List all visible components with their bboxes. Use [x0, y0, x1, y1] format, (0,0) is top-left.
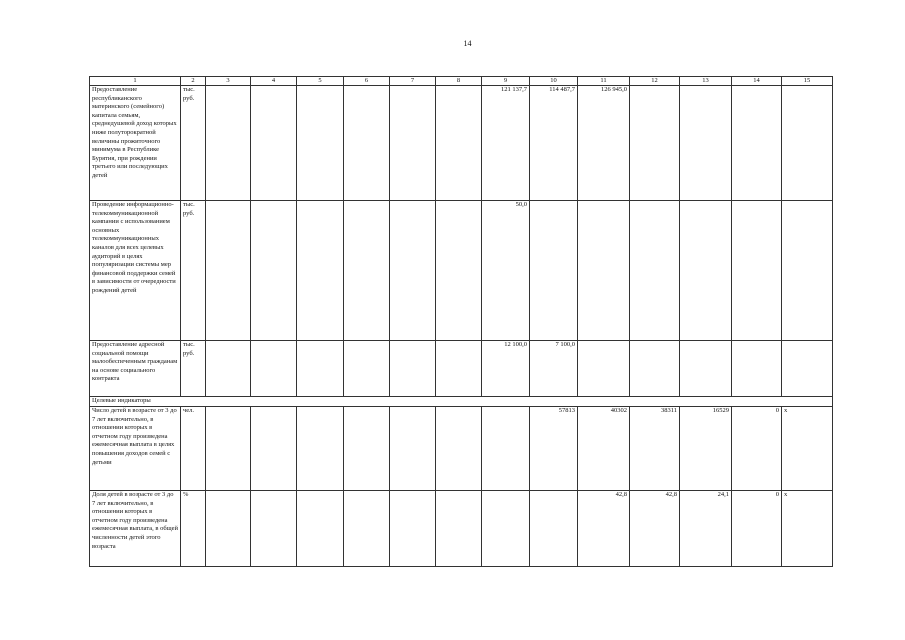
empty-cell	[206, 407, 251, 491]
value-cell	[630, 86, 680, 201]
value-cell	[530, 491, 578, 567]
header-cell: 6	[344, 77, 390, 86]
empty-cell	[251, 341, 297, 397]
empty-cell	[390, 341, 436, 397]
header-cell: 15	[782, 77, 833, 86]
section-row	[90, 397, 833, 407]
value-cell: 126 945,0	[578, 86, 630, 201]
value-cell	[630, 201, 680, 341]
empty-cell	[344, 491, 390, 567]
header-cell: 9	[482, 77, 530, 86]
value-cell: 38311	[630, 407, 680, 491]
empty-cell	[297, 201, 344, 341]
table-row	[90, 201, 833, 341]
empty-cell	[344, 201, 390, 341]
value-cell	[732, 341, 782, 397]
unit-cell: %	[181, 491, 206, 567]
value-cell	[578, 201, 630, 341]
value-cell	[782, 86, 833, 201]
empty-cell	[436, 86, 482, 201]
value-cell: 0	[732, 491, 782, 567]
value-cell: 16529	[680, 407, 732, 491]
value-cell	[680, 201, 732, 341]
header-cell: 8	[436, 77, 482, 86]
empty-cell	[344, 407, 390, 491]
header-cell: 1	[90, 77, 181, 86]
value-cell: 24,1	[680, 491, 732, 567]
value-cell	[530, 201, 578, 341]
value-cell: 7 100,0	[530, 341, 578, 397]
measure-name: Предоставление адресной социальной помощи малообеспеченным гражданам на основе социального контракта	[90, 341, 181, 397]
measure-name: Проведение информационно-телекоммуникационной кампании с использованием основных телекоммуникационных каналов для всех целевых аудиторий в целях популяризации системы мер финансовой поддержки семей в зависимости от очередности рождений детей	[90, 201, 181, 341]
empty-cell	[206, 86, 251, 201]
measure-name: Предоставление республиканского материнского (семейного) капитала семьям, среднедушевой доход которых ниже полуторократной величины прожиточного минимума в Республике Бурятия, при рождении третьего или последующих детей	[90, 86, 181, 201]
value-cell: 42,8	[630, 491, 680, 567]
unit-cell: тыс. руб.	[181, 201, 206, 341]
header-cell: 3	[206, 77, 251, 86]
header-row	[90, 77, 833, 86]
empty-cell	[297, 341, 344, 397]
value-cell: 57813	[530, 407, 578, 491]
table-row	[90, 491, 833, 567]
value-cell: х	[782, 407, 833, 491]
empty-cell	[390, 407, 436, 491]
empty-cell	[436, 341, 482, 397]
header-cell: 12	[630, 77, 680, 86]
table-row	[90, 407, 833, 491]
value-cell	[630, 341, 680, 397]
empty-cell	[390, 86, 436, 201]
empty-cell	[251, 201, 297, 341]
indicator-name: Доля детей в возрасте от 3 до 7 лет включительно, в отношении которых в отчетном году произведена ежемесячная выплата, в общей численности детей этого возраста	[90, 491, 181, 567]
section-title: Целевые индикаторы	[90, 397, 833, 407]
value-cell	[732, 86, 782, 201]
empty-cell	[436, 201, 482, 341]
empty-cell	[436, 491, 482, 567]
value-cell: 114 487,7	[530, 86, 578, 201]
header-cell: 2	[181, 77, 206, 86]
indicator-name: Число детей в возрасте от 3 до 7 лет включительно, в отношении которых в отчетном году произведена ежемесячная выплата в целях повышения доходов семей с детьми	[90, 407, 181, 491]
program-table	[89, 76, 833, 567]
value-cell: 40302	[578, 407, 630, 491]
empty-cell	[251, 86, 297, 201]
header-cell: 4	[251, 77, 297, 86]
empty-cell	[390, 201, 436, 341]
empty-cell	[297, 407, 344, 491]
header-cell: 13	[680, 77, 732, 86]
empty-cell	[297, 491, 344, 567]
empty-cell	[206, 341, 251, 397]
empty-cell	[297, 86, 344, 201]
value-cell: 0	[732, 407, 782, 491]
value-cell	[782, 201, 833, 341]
header-cell: 11	[578, 77, 630, 86]
unit-cell: тыс. руб.	[181, 341, 206, 397]
empty-cell	[206, 201, 251, 341]
unit-cell: тыс. руб.	[181, 86, 206, 201]
value-cell: 50,0	[482, 201, 530, 341]
empty-cell	[344, 341, 390, 397]
empty-cell	[206, 491, 251, 567]
value-cell	[732, 201, 782, 341]
table-row	[90, 341, 833, 397]
value-cell	[782, 341, 833, 397]
value-cell	[482, 407, 530, 491]
header-cell: 5	[297, 77, 344, 86]
value-cell	[680, 341, 732, 397]
header-cell: 14	[732, 77, 782, 86]
value-cell: 121 137,7	[482, 86, 530, 201]
header-cell: 7	[390, 77, 436, 86]
value-cell: 42,8	[578, 491, 630, 567]
value-cell	[578, 341, 630, 397]
header-cell: 10	[530, 77, 578, 86]
empty-cell	[344, 86, 390, 201]
empty-cell	[390, 491, 436, 567]
value-cell	[482, 491, 530, 567]
value-cell: х	[782, 491, 833, 567]
empty-cell	[251, 491, 297, 567]
empty-cell	[251, 407, 297, 491]
value-cell	[680, 86, 732, 201]
empty-cell	[436, 407, 482, 491]
page-number: 14	[463, 39, 472, 48]
table-row	[90, 86, 833, 201]
value-cell: 12 100,0	[482, 341, 530, 397]
unit-cell: чел.	[181, 407, 206, 491]
